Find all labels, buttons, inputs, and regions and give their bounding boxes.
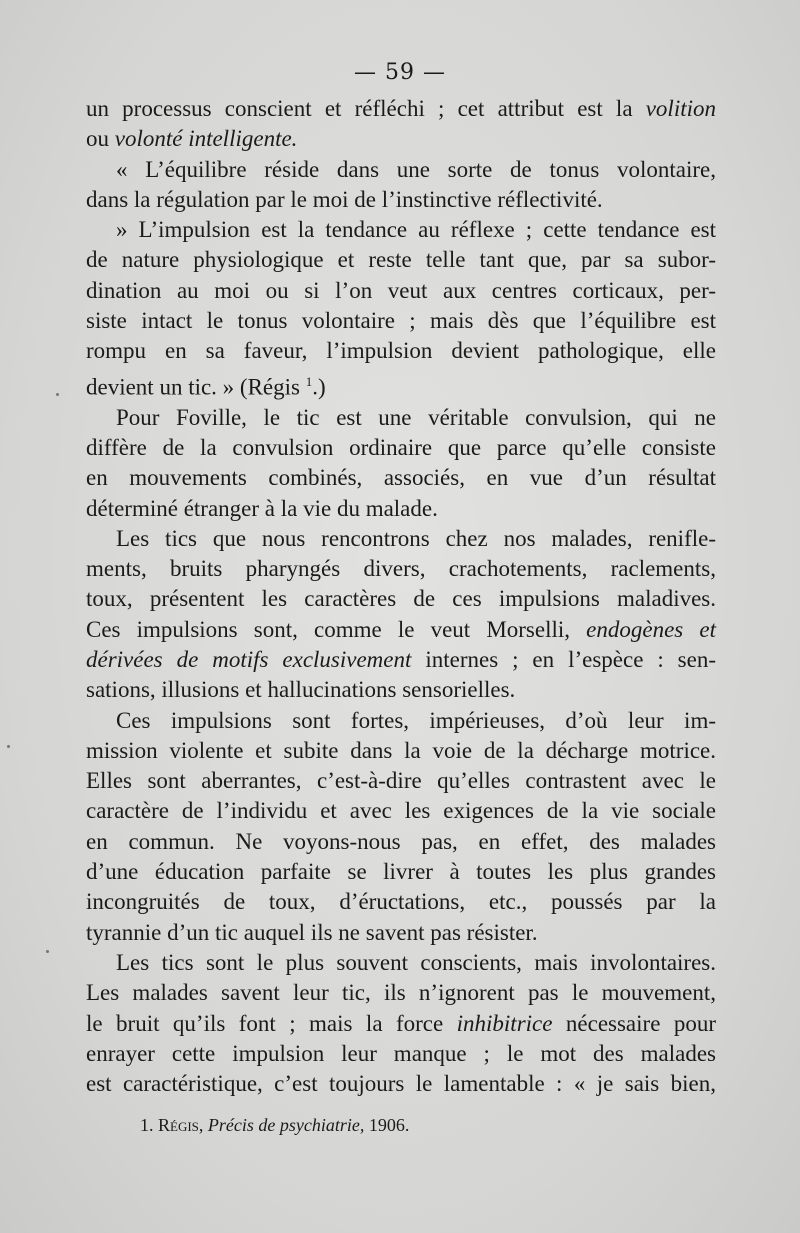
text-segment: d’une éducation parfaite se livrer à toutes les plus grandes — [86, 859, 716, 885]
text-line — [86, 94, 716, 124]
text-line — [86, 796, 716, 826]
text-segment: enrayer cette impulsion leur manque ; le mot des malades — [86, 1040, 716, 1066]
text-segment: internes ; en l’espèce : sen- — [411, 647, 717, 672]
text-line — [86, 185, 716, 215]
text-line — [86, 306, 716, 336]
text-line — [86, 403, 716, 433]
text-segment: volonté intelligente. — [114, 126, 298, 152]
text-line — [86, 494, 716, 524]
text-segment: ou — [86, 126, 115, 152]
text-segment: endogènes et — [586, 616, 716, 642]
text-segment: en mouvements combinés, associés, en vue d’un résultat — [86, 465, 716, 491]
text-segment: un processus conscient et réfléchi ; cet attribut est la — [86, 96, 646, 121]
text-line — [86, 978, 716, 1008]
text-line — [86, 675, 716, 705]
text-segment: Les malades savent leur tic, ils n’ignorent pas le mouvement, — [86, 980, 716, 1006]
text-segment: caractère de l’individu et avec les exigences de la vie sociale — [86, 798, 716, 824]
text-line — [86, 433, 716, 463]
text-line — [86, 1009, 716, 1039]
text-line — [86, 155, 716, 185]
text-segment: toux, présentent les caractères de ces impulsions maladives. — [86, 586, 716, 612]
text-line — [86, 887, 716, 917]
text-segment: déterminé étranger à la vie du malade. — [86, 495, 438, 521]
footnote-title: Précis de psychiatrie, — [207, 1115, 365, 1135]
text-segment: nécessaire pour — [552, 1010, 716, 1036]
text-segment: siste intact le tonus volontaire ; mais dès que l’équilibre est — [86, 308, 716, 334]
text-line — [86, 736, 716, 766]
text-segment: de nature physiologique et reste telle tant que, par sa subor- — [86, 247, 716, 273]
text-line — [86, 706, 716, 736]
text-line — [86, 615, 716, 645]
text-segment: tyrannie d’un tic auquel ils ne savent pas résister. — [86, 919, 538, 945]
text-segment: dans la régulation par le moi de l’instinctive réflectivité. — [86, 186, 603, 212]
text-line — [86, 524, 716, 554]
text-line — [86, 367, 716, 403]
text-segment: Pour Foville, le tic est une véritable convulsion, qui ne — [116, 404, 716, 430]
text-segment: dérivées de motifs exclusivement — [86, 647, 412, 672]
text-segment: volition — [645, 96, 716, 121]
text-segment: dination au moi ou si l’on veut aux centres corticaux, per- — [86, 277, 716, 303]
text-line — [86, 276, 716, 306]
body-text — [86, 94, 716, 1099]
footnote-author: Régis, — [158, 1115, 204, 1135]
paper-speck — [56, 393, 59, 396]
text-segment: diffère de la convulsion ordinaire que parce qu’elle consiste — [86, 434, 716, 460]
text-line — [86, 463, 716, 493]
footnote-year: 1906. — [368, 1115, 410, 1135]
text-line — [86, 215, 716, 245]
text-line — [86, 827, 716, 857]
text-line — [86, 1039, 716, 1069]
text-segment: devient un tic. » (Régis — [86, 374, 306, 400]
footnote-ref: 1 — [305, 373, 313, 389]
text-segment: mission violente et subite dans la voie de la décharge motrice. — [86, 737, 716, 763]
text-line — [86, 857, 716, 887]
text-segment: incongruités de toux, d’éructations, etc., poussés par la — [86, 889, 716, 915]
page-number: — 59 — — [354, 60, 446, 85]
text-line — [86, 554, 716, 584]
paper-speck — [46, 950, 49, 953]
text-segment: .) — [312, 374, 326, 400]
text-segment: le bruit qu’ils font ; mais la force — [86, 1010, 457, 1036]
text-line — [86, 584, 716, 614]
text-segment: en commun. Ne voyons-nous pas, en effet, des malades — [86, 828, 716, 854]
text-segment: Ces impulsions sont fortes, impérieuses, d’où leur im- — [116, 707, 716, 733]
text-segment: inhibitrice — [456, 1010, 553, 1036]
text-segment: Ces impulsions sont, comme le veut Morselli, — [86, 616, 587, 642]
text-segment: Les tics que nous rencontrons chez nos malades, renifle- — [116, 525, 716, 551]
text-line — [86, 245, 716, 275]
text-line — [86, 124, 716, 154]
text-segment: est caractéristique, c’est toujours le lamentable : « je sais bien, — [86, 1071, 716, 1097]
text-line — [86, 948, 716, 978]
footnote-number: 1. — [140, 1115, 154, 1135]
footnote — [140, 1115, 409, 1136]
text-line — [86, 336, 716, 366]
text-segment: Elles sont aberrantes, c’est-à-dire qu’elles contrastent avec le — [86, 768, 716, 794]
text-segment: « L’équilibre réside dans une sorte de tonus volontaire, — [116, 156, 716, 182]
text-segment: Les tics sont le plus souvent conscients, mais involontaires. — [116, 949, 716, 975]
text-line — [86, 645, 716, 675]
text-segment: sations, illusions et hallucinations sensorielles. — [86, 677, 516, 703]
text-line — [86, 918, 716, 948]
text-segment: ments, bruits pharyngés divers, crachotements, raclements, — [86, 556, 716, 582]
text-segment: » L’impulsion est la tendance au réflexe ; cette tendance est — [116, 217, 716, 243]
text-line — [86, 766, 716, 796]
paper-speck — [7, 745, 10, 748]
text-line — [86, 1069, 716, 1099]
text-segment: rompu en sa faveur, l’impulsion devient pathologique, elle — [86, 338, 716, 364]
